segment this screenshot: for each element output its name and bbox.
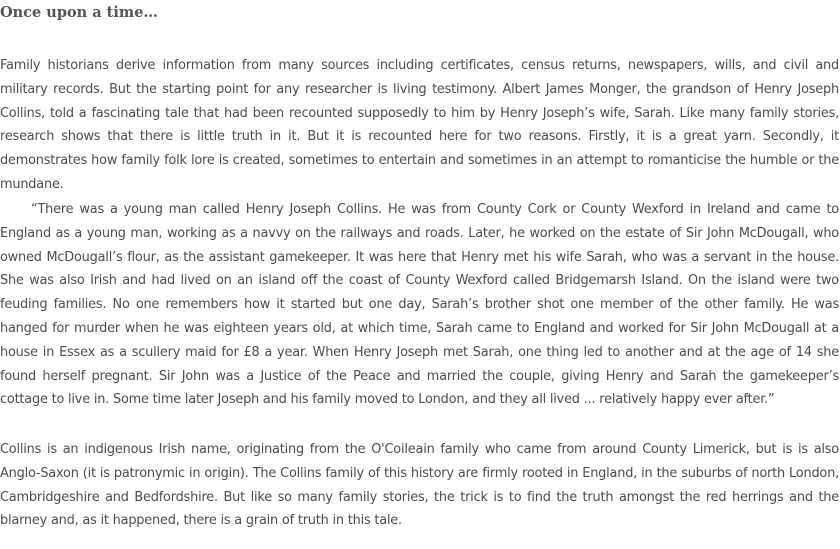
paragraph-name-origin: Collins is an indigenous Irish name, originating from the O'Coileain family who came from around County Limerick, but is is also Anglo-Saxon (it is patronymic in origin). The Collins family of this history are firmly rooted in England, in the suburbs of north London, Cambridgeshire and Bedfordshire. But like so many family stories, the trick is to find the truth amongst the red herrings and the blarney and, as it happened, there is a grain of truth in this tale. [0, 442, 839, 529]
article-title: Once upon a time… [0, 4, 158, 21]
paragraph-intro: Family historians derive information from many sources including certificates, census returns, newspapers, wills, and civil and military records. But the starting point for any researcher is living testimony. Albert James Monger, the grandson of Henry Joseph Collins, told a fascinating tale that had been recounted supposedly to him by Henry Joseph’s wife, Sarah. Like many family stories, research shows that there is little truth in it. But it is recounted here for two reasons. Firstly, it is a great yarn. Secondly, it demonstrates how family folk lore is created, sometimes to entertain and sometimes in an attempt to romanticise the humble or the mundane. [0, 58, 839, 192]
paragraph-story-quote: “There was a young man called Henry Joseph Collins. He was from County Cork or County Wexford in Ireland and came to England as a young man, working as a navvy on the railways and roads. Later, he worked on the estate of Sir John McDougall, who owned McDougall’s flour, as the assistant gamekeeper. It was here that Henry met his wife Sarah, who was a servant in the house. She was also Irish and had lived on an island off the coast of County Wexford called Bridgemarsh Island. On the island were two feuding families. No one remembers how it started but one day, Sarah’s brother shot one member of the other family. He was hanged for murder when he was eighteen years old, at which time, Sarah came to England and worked for Sir John McDougall at a house in Essex as a scullery maid for £8 a year. When Henry Joseph met Sarah, one thing led to another and at the age of 14 she found herself pregnant. Sir John was a Justice of the Peace and married the couple, giving Henry and Sarah the gamekeeper’s cottage to live in. Some time later Joseph and his family moved to London, and they all lived ... relatively happy ever after.” [0, 202, 839, 408]
